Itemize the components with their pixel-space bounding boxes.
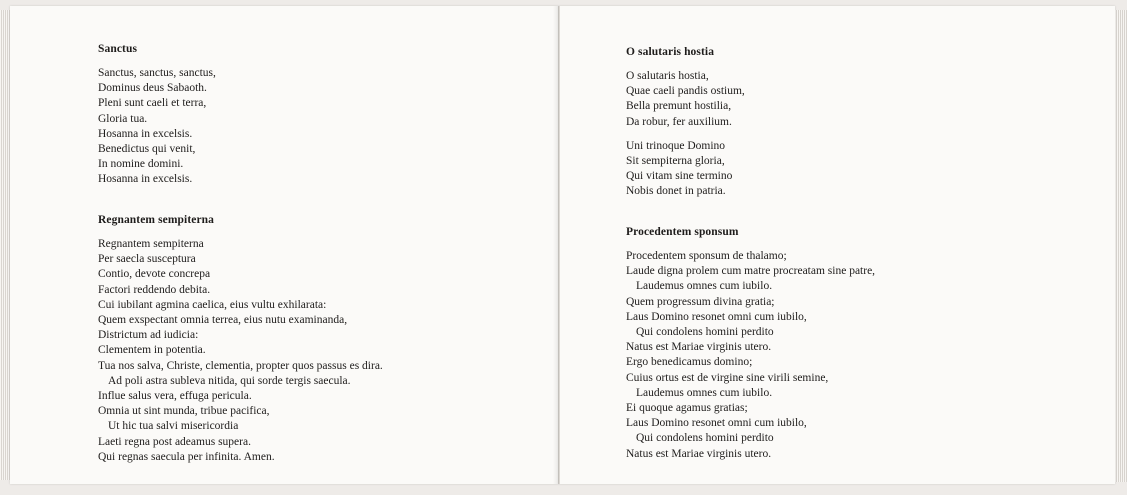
verse-line: Natus est Mariae virginis utero. [626,447,772,460]
verse-line: Omnia ut sint munda, tribue pacifica, [98,405,270,418]
verse-line: Cuius ortus est de virgine sine virili semine, [626,371,829,384]
verse-line: Benedictus qui venit, [98,143,196,156]
verse-line: Hosanna in excelsis. [98,173,193,186]
page-edges-right [1113,10,1127,482]
verse-line: Qui condolens homini perdito [636,432,774,445]
verse-line: Laeti regna post adeamus supera. [98,435,251,448]
section-title: Procedentem sponsum [626,226,739,238]
verse-line: Laudemus omnes cum iubilo. [636,280,773,293]
verse-line: Ut hic tua salvi misericordia [108,420,239,433]
salutaris-section [626,45,745,200]
stanza [626,69,745,130]
section-title: Sanctus [98,43,138,55]
verse-line: Laus Domino resonet omni cum iubilo, [626,417,807,430]
stanza-gap [626,130,745,139]
verse-line: Factori reddendo debita. [98,283,211,296]
verse-line: Quae caeli pandis ostium, [626,85,745,98]
verse-line: Gloria tua. [98,112,148,125]
verse-line: Bella premunt hostilia, [626,100,732,113]
verse-line: In nomine domini. [98,158,184,171]
verse-line: Sanctus, sanctus, sanctus, [98,67,216,79]
verse-line: Ergo benedicamus domino; [626,356,753,369]
verse-line: Natus est Mariae virginis utero. [626,341,772,354]
stanza [626,139,745,200]
verse-line: Ad poli astra subleva nitida, qui sorde tergis saecula. [108,374,351,387]
verse-line: Procedentem sponsum de thalamo; [626,250,787,262]
verse-line: Regnantem sempiterna [98,238,204,250]
verse-line: Dominus deus Sabaoth. [98,82,207,95]
left-page [10,6,559,484]
regnantem-section [98,213,383,465]
verse-line: Qui condolens homini perdito [636,326,774,339]
verse-line: Laudemus omnes cum iubilo. [636,386,773,399]
verse-line: Sit sempiterna gloria, [626,155,725,168]
verse-lines [626,249,875,462]
verse-line: Clementem in potentia. [98,344,206,357]
verse-line: Da robur, fer auxilium. [626,115,732,128]
verse-line: Laus Domino resonet omni cum iubilo, [626,310,807,323]
verse-lines [98,237,383,465]
verse-line: Quem progressum divina gratia; [626,295,775,308]
verse-line: Qui regnas saecula per infinita. Amen. [98,450,275,463]
sanctus-section [98,42,216,188]
verse-line: Per saecla susceptura [98,253,196,266]
verse-line: Districtum ad iudicia: [98,329,199,342]
verse-lines [98,66,216,188]
section-title: Regnantem sempiterna [98,214,215,226]
verse-line: Laude digna prolem cum matre procreatam sine patre, [626,265,876,278]
procedentem-section [626,225,875,462]
verse-line: Uni trinoque Domino [626,139,726,152]
verse-line: Quem exspectant omnia terrea, eius nutu examinanda, [98,314,348,327]
verse-line: Influe salus vera, effuga pericula. [98,390,252,403]
verse-line: Contio, devote concrepa [98,268,211,281]
verse-line: Nobis donet in patria. [626,185,726,198]
section-title: O salutaris hostia [626,46,715,58]
verse-line: Qui vitam sine termino [626,170,733,183]
verse-line: Cui iubilant agmina caelica, eius vultu exhilarata: [98,298,327,311]
verse-line: Ei quoque agamus gratias; [626,402,748,415]
verse-line: Tua nos salva, Christe, clementia, propter quos passus es dira. [98,359,383,372]
verse-line: Pleni sunt caeli et terra, [98,97,207,110]
verse-line: Hosanna in excelsis. [98,127,193,140]
verse-line: O salutaris hostia, [626,70,709,82]
right-page [559,6,1115,484]
